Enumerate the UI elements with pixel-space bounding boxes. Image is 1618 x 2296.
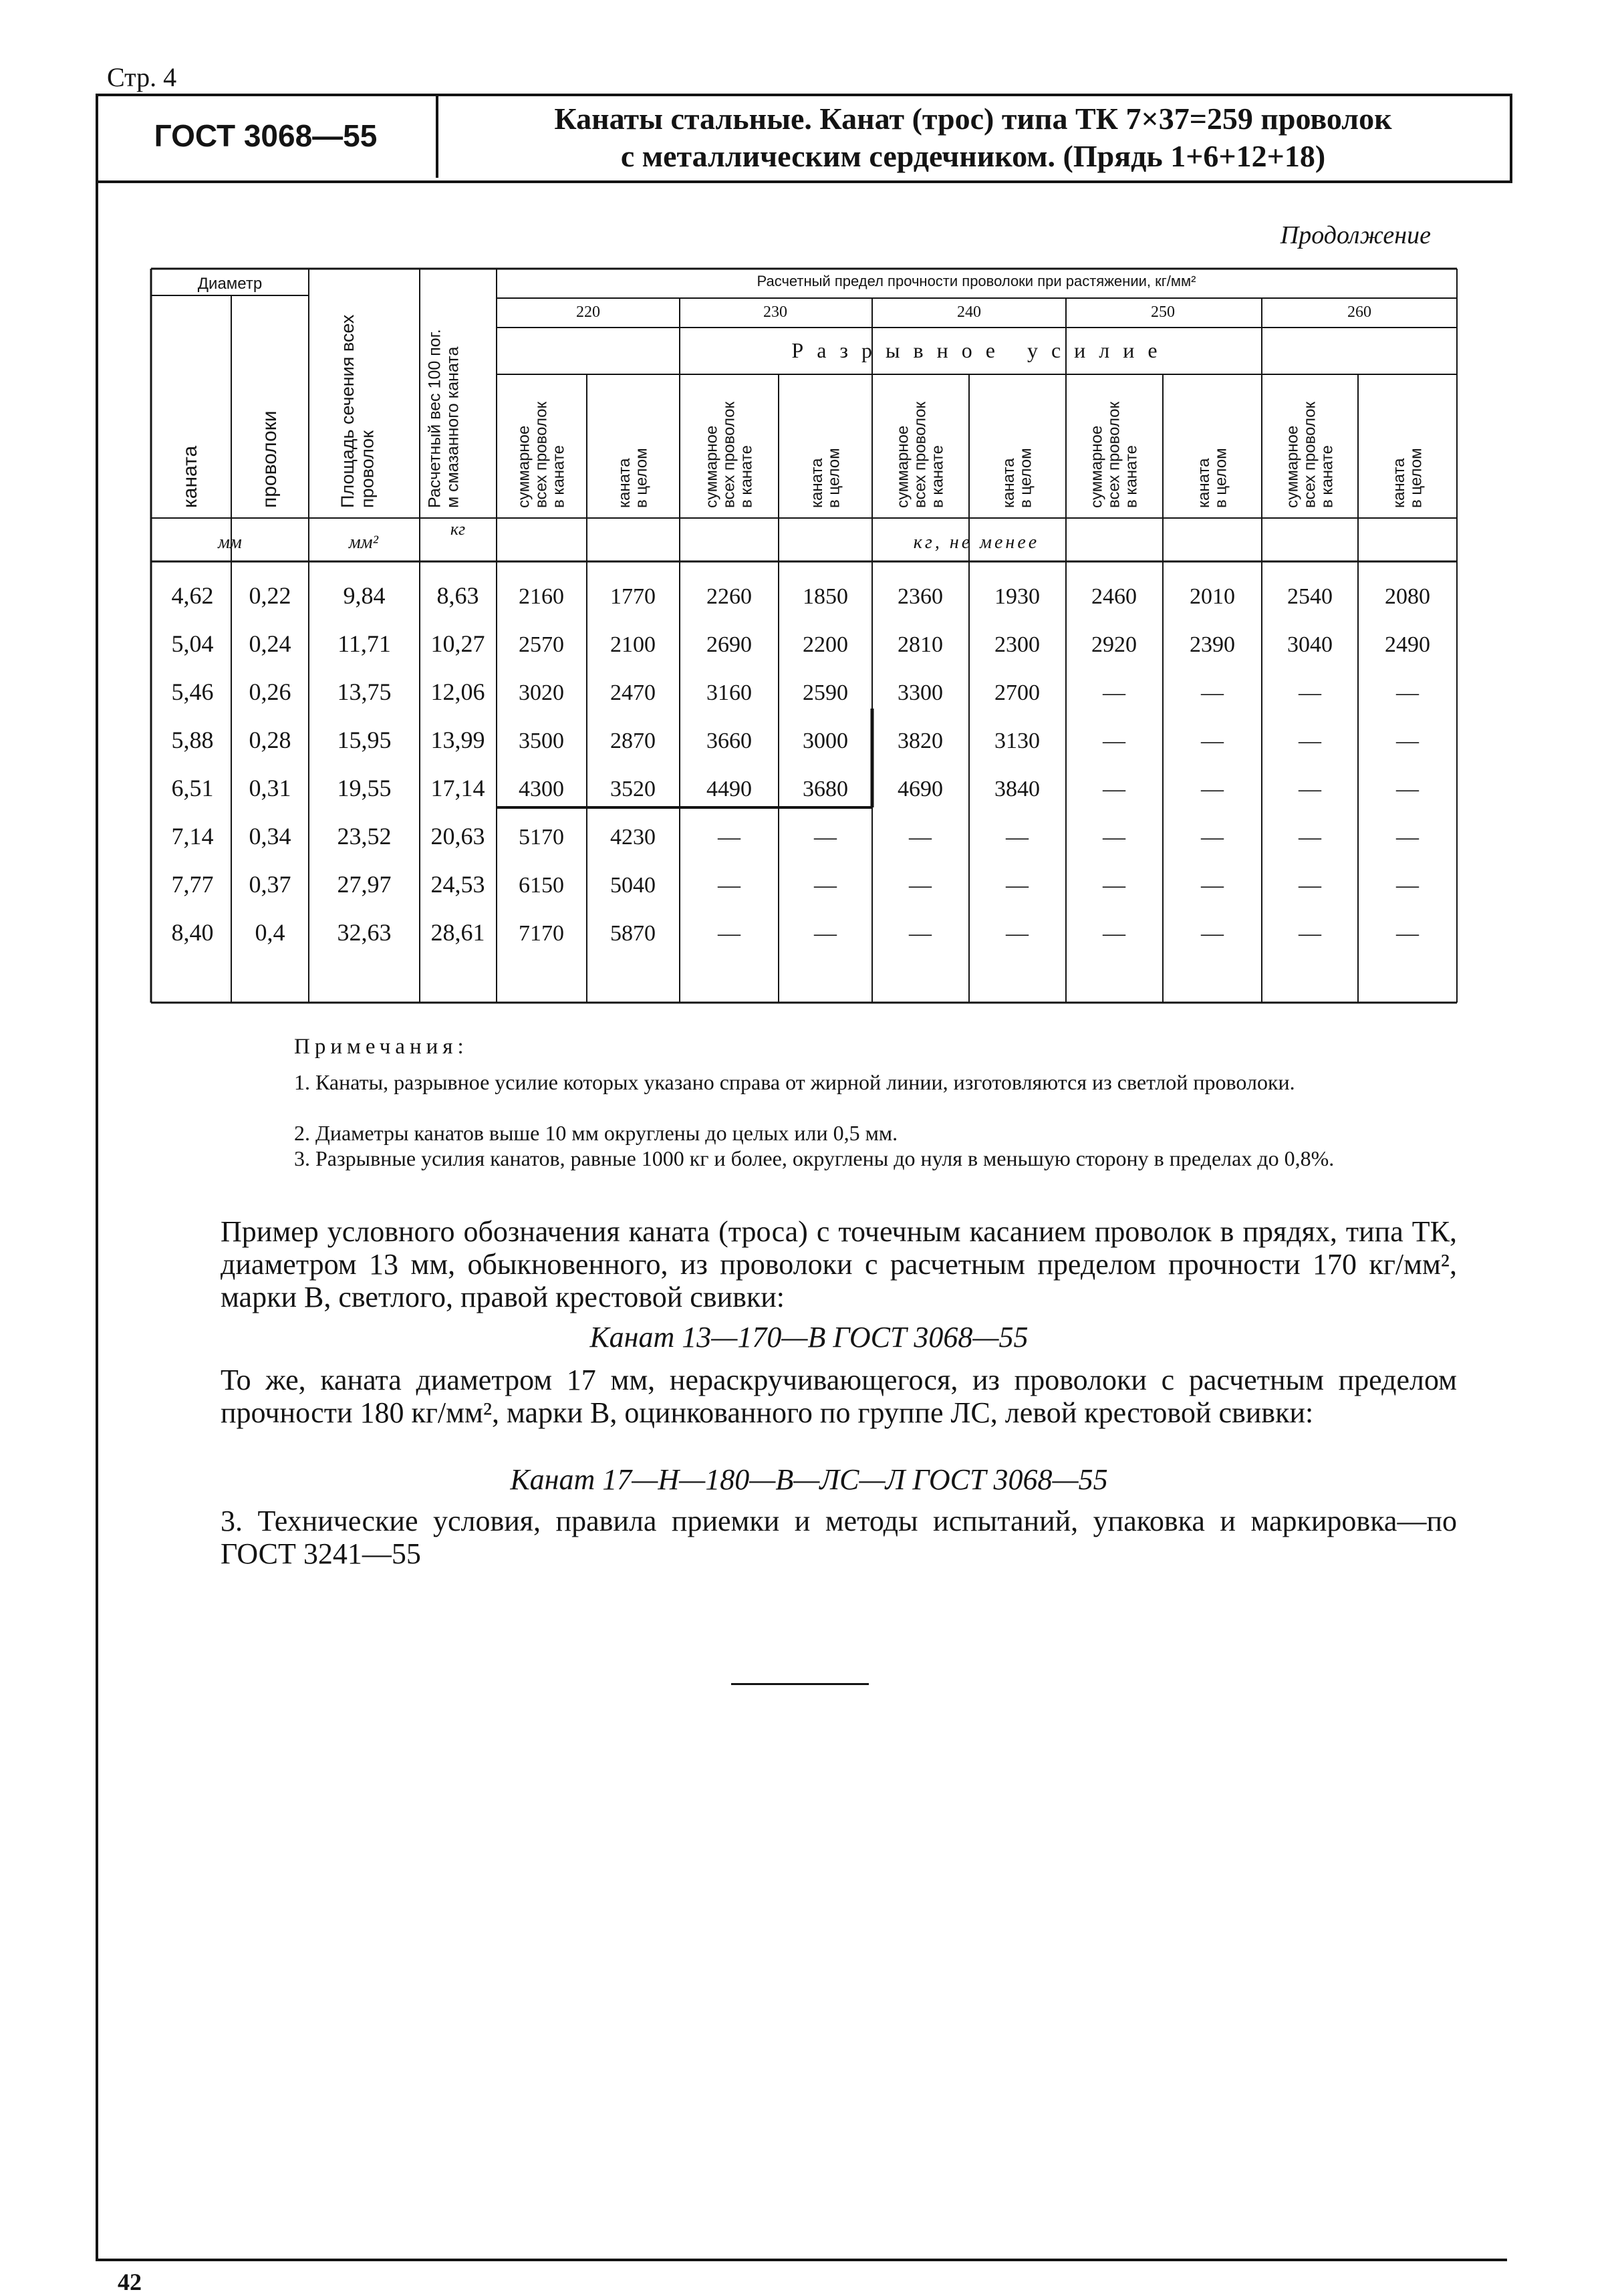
- cell-f230-whole-row-3: 2590: [803, 680, 848, 705]
- clause-3-text: 3. Технические условия, правила приемки и методы испытаний, упаковка и маркировка—по ГОСТ 3241—55: [221, 1505, 1457, 1570]
- cell-f240-whole-row-1: 1930: [994, 584, 1040, 609]
- cell-f240-total-row-1: 2360: [898, 584, 943, 609]
- cell-f240-whole-row-4: 3130: [994, 729, 1040, 753]
- sub-header-whole-1: канатав целом: [807, 448, 843, 508]
- cell-f240-total-row-3: 3300: [898, 680, 943, 705]
- cell-f220-whole-row-8: 5870: [610, 921, 656, 946]
- note-1-text: 1. Канаты, разрывное усилие которых указано справа от жирной линии, изготовляются из светлой проволоки.: [294, 1070, 1295, 1094]
- note-2-text: 2. Диаметры канатов выше 10 мм округлены до целых или 0,5 мм.: [294, 1121, 898, 1145]
- unit-mm: мм: [218, 532, 242, 553]
- end-rule: [731, 1683, 869, 1685]
- cell-wire-diameter-row-5: 0,31: [249, 775, 291, 801]
- sub-header-total-1: суммарноевсех проволокв канате: [702, 401, 756, 508]
- cell-wire-diameter-row-7: 0,37: [249, 871, 291, 898]
- example-2-designation: Канат 17—Н—180—В—ЛС—Л ГОСТ 3068—55: [510, 1463, 1108, 1496]
- cell-rope-diameter-row-7: 7,77: [171, 871, 214, 898]
- cell-f250-total-row-2: 2920: [1091, 632, 1137, 657]
- cell-f260-whole-row-7: —: [1396, 873, 1419, 898]
- cell-f220-whole-row-3: 2470: [610, 680, 656, 705]
- cell-area-row-6: 23,52: [337, 823, 392, 850]
- cell-f220-whole-row-2: 2100: [610, 632, 656, 657]
- cell-weight-row-5: 17,14: [430, 775, 485, 801]
- example-1-text: Пример условного обозначения каната (троса) с точечным касанием проволок в прядях, типа ТК, диаметром 13 мм, обыкновенного, из проволоки с расчетным пределом прочности 170 кг/мм², марки В, светлого, правой крестовой свивки:: [221, 1215, 1457, 1313]
- cell-f230-total-row-6: —: [718, 825, 740, 850]
- cell-f230-whole-row-1: 1850: [803, 584, 848, 609]
- sub-header-whole-4: канатав целом: [1389, 448, 1426, 508]
- cell-wire-diameter-row-8: 0,4: [255, 919, 285, 946]
- cell-f240-whole-row-6: —: [1006, 825, 1029, 850]
- example-2-text: То же, каната диаметром 17 мм, нераскручивающегося, из проволоки с расчетным пределом прочности 180 кг/мм², марки В, оцинкованного по группе ЛС, левой крестовой свивки:: [221, 1364, 1457, 1429]
- notes-heading: Примечания:: [294, 1035, 468, 1059]
- cell-f240-total-row-6: —: [909, 825, 932, 850]
- cell-f250-total-row-5: —: [1103, 777, 1125, 801]
- cell-f250-whole-row-1: 2010: [1190, 584, 1235, 609]
- cell-rope-diameter-row-4: 5,88: [171, 727, 214, 753]
- cell-area-row-4: 15,95: [337, 727, 392, 753]
- cell-f230-whole-row-2: 2200: [803, 632, 848, 657]
- cell-area-row-2: 11,71: [338, 630, 391, 657]
- cell-f230-total-row-1: 2260: [706, 584, 752, 609]
- cell-f230-whole-row-8: —: [814, 921, 837, 946]
- cell-f220-whole-row-7: 5040: [610, 873, 656, 898]
- cell-f230-whole-row-4: 3000: [803, 729, 848, 753]
- cell-area-row-1: 9,84: [343, 582, 386, 609]
- note-3: [221, 1146, 1457, 1171]
- grade-250: 250: [1151, 303, 1175, 321]
- cell-f250-whole-row-5: —: [1201, 777, 1224, 801]
- cell-f250-whole-row-7: —: [1201, 873, 1224, 898]
- title-line-2: с металлическим сердечником. (Прядь 1+6+12+18): [620, 139, 1326, 173]
- example-2: [221, 1364, 1457, 1429]
- sub-header-total-3: суммарноевсех проволокв канате: [1087, 401, 1141, 508]
- grade-260: 260: [1347, 303, 1371, 321]
- grade-240: 240: [957, 303, 981, 321]
- cell-f230-total-row-5: 4490: [706, 777, 752, 801]
- example-1-designation: Канат 13—170—В ГОСТ 3068—55: [589, 1321, 1029, 1354]
- cell-f230-total-row-3: 3160: [706, 680, 752, 705]
- cell-f240-whole-row-2: 2300: [994, 632, 1040, 657]
- cell-area-row-7: 27,97: [337, 871, 392, 898]
- cell-f260-whole-row-1: 2080: [1385, 584, 1430, 609]
- col-wire-header: проволоки: [259, 410, 281, 508]
- cell-f250-whole-row-4: —: [1201, 729, 1224, 753]
- col-weight-header: Расчетный вес 100 пог.м смазанного каната: [425, 329, 462, 508]
- cell-f220-total-row-7: 6150: [519, 873, 564, 898]
- grade-220: 220: [576, 303, 600, 321]
- cell-rope-diameter-row-1: 4,62: [171, 582, 214, 609]
- cell-f250-total-row-6: —: [1103, 825, 1125, 850]
- cell-wire-diameter-row-2: 0,24: [249, 630, 291, 657]
- cell-f240-whole-row-5: 3840: [994, 777, 1040, 801]
- cell-f220-total-row-4: 3500: [519, 729, 564, 753]
- cell-f220-total-row-2: 2570: [519, 632, 564, 657]
- cell-f260-whole-row-2: 2490: [1385, 632, 1430, 657]
- cell-f240-total-row-2: 2810: [898, 632, 943, 657]
- col-rope-header: каната: [179, 445, 201, 508]
- cell-f250-whole-row-6: —: [1201, 825, 1224, 850]
- cell-f260-total-row-5: —: [1299, 777, 1321, 801]
- grade-230: 230: [763, 303, 787, 321]
- cell-weight-row-8: 28,61: [430, 919, 485, 946]
- cell-f240-total-row-8: —: [909, 921, 932, 946]
- cell-f250-total-row-4: —: [1103, 729, 1125, 753]
- cell-f250-whole-row-8: —: [1201, 921, 1224, 946]
- cell-f260-total-row-4: —: [1299, 729, 1321, 753]
- sub-header-total-0: суммарноевсех проволокв канате: [515, 401, 568, 508]
- cell-rope-diameter-row-2: 5,04: [171, 630, 214, 657]
- cell-f220-whole-row-6: 4230: [610, 825, 656, 850]
- sub-header-total-2: суммарноевсех проволокв канате: [894, 401, 947, 508]
- cell-f220-total-row-5: 4300: [519, 777, 564, 801]
- example-1: [221, 1215, 1457, 1313]
- cell-area-row-5: 19,55: [337, 775, 392, 801]
- cell-weight-row-6: 20,63: [430, 823, 485, 850]
- note-3-text: 3. Разрывные усилия канатов, равные 1000 кг и более, округлены до нуля в меньшую сторону в пределах до 0,8%.: [294, 1146, 1335, 1170]
- cell-f260-total-row-7: —: [1299, 873, 1321, 898]
- cell-f250-whole-row-2: 2390: [1190, 632, 1235, 657]
- title-line-1: Канаты стальные. Канат (трос) типа ТК 7×37=259 проволок: [554, 102, 1392, 136]
- cell-f230-whole-row-5: 3680: [803, 777, 848, 801]
- cell-f230-whole-row-7: —: [814, 873, 837, 898]
- cell-weight-row-2: 10,27: [430, 630, 485, 657]
- cell-f250-total-row-8: —: [1103, 921, 1125, 946]
- cell-f250-total-row-3: —: [1103, 680, 1125, 705]
- sub-header-whole-3: канатав целом: [1194, 448, 1230, 508]
- breaking-force-header: Р а з р ы в н о е у с и л и е: [791, 338, 1162, 362]
- cell-f250-total-row-1: 2460: [1091, 584, 1137, 609]
- cell-f260-total-row-8: —: [1299, 921, 1321, 946]
- cell-f240-whole-row-7: —: [1006, 873, 1029, 898]
- unit-force: кг, не менее: [913, 532, 1040, 553]
- cell-f260-total-row-2: 3040: [1287, 632, 1333, 657]
- cell-wire-diameter-row-4: 0,28: [249, 727, 291, 753]
- cell-rope-diameter-row-3: 5,46: [171, 678, 214, 705]
- page-label: Стр. 4: [107, 62, 177, 92]
- cell-f260-whole-row-8: —: [1396, 921, 1419, 946]
- sub-header-whole-0: канатав целом: [615, 448, 651, 508]
- standard-code: ГОСТ 3068—55: [154, 118, 378, 153]
- sub-header-whole-2: канатав целом: [999, 448, 1035, 508]
- strength-group-header: Расчетный предел прочности проволоки при растяжении, кг/мм²: [757, 273, 1196, 289]
- cell-f260-whole-row-6: —: [1396, 825, 1419, 850]
- cell-rope-diameter-row-8: 8,40: [171, 919, 214, 946]
- cell-f240-whole-row-8: —: [1006, 921, 1029, 946]
- cell-weight-row-7: 24,53: [430, 871, 485, 898]
- cell-f220-total-row-3: 3020: [519, 680, 564, 705]
- cell-f260-total-row-3: —: [1299, 680, 1321, 705]
- cell-f220-total-row-8: 7170: [519, 921, 564, 946]
- cell-wire-diameter-row-3: 0,26: [249, 678, 291, 705]
- cell-f220-whole-row-4: 2870: [610, 729, 656, 753]
- cell-rope-diameter-row-6: 7,14: [171, 823, 214, 850]
- cell-f240-total-row-7: —: [909, 873, 932, 898]
- cell-f230-total-row-2: 2690: [706, 632, 752, 657]
- cell-f220-whole-row-5: 3520: [610, 777, 656, 801]
- cell-f220-whole-row-1: 1770: [610, 584, 656, 609]
- cell-f230-total-row-8: —: [718, 921, 740, 946]
- cell-area-row-3: 13,75: [337, 678, 392, 705]
- cell-f230-total-row-4: 3660: [706, 729, 752, 753]
- cell-weight-row-1: 8,63: [436, 582, 479, 609]
- cell-f260-whole-row-3: —: [1396, 680, 1419, 705]
- unit-kg: кг: [450, 519, 466, 539]
- cell-f250-whole-row-3: —: [1201, 680, 1224, 705]
- col-area-header: Площадь сечения всехпроволок: [338, 314, 378, 508]
- cell-f230-whole-row-6: —: [814, 825, 837, 850]
- cell-f220-total-row-1: 2160: [519, 584, 564, 609]
- sub-header-total-4: суммарноевсех проволокв канате: [1283, 401, 1337, 508]
- cell-wire-diameter-row-1: 0,22: [249, 582, 291, 609]
- cell-f250-total-row-7: —: [1103, 873, 1125, 898]
- clause-3: [221, 1505, 1457, 1570]
- cell-f260-whole-row-4: —: [1396, 729, 1419, 753]
- cell-wire-diameter-row-6: 0,34: [249, 823, 291, 850]
- note-2: [221, 1120, 1457, 1146]
- cell-area-row-8: 32,63: [337, 919, 392, 946]
- cell-f240-total-row-5: 4690: [898, 777, 943, 801]
- page-number: 42: [118, 2269, 142, 2295]
- unit-mm2: мм²: [348, 532, 379, 553]
- cell-weight-row-4: 13,99: [430, 727, 485, 753]
- cell-f240-whole-row-3: 2700: [994, 680, 1040, 705]
- cell-f260-total-row-1: 2540: [1287, 584, 1333, 609]
- continuation-label: Продолжение: [1280, 221, 1431, 249]
- cell-rope-diameter-row-5: 6,51: [171, 775, 214, 801]
- cell-weight-row-3: 12,06: [430, 678, 485, 705]
- cell-f260-total-row-6: —: [1299, 825, 1321, 850]
- cell-f240-total-row-4: 3820: [898, 729, 943, 753]
- cell-f230-total-row-7: —: [718, 873, 740, 898]
- diameter-group-header: Диаметр: [197, 275, 263, 293]
- cell-f220-total-row-6: 5170: [519, 825, 564, 850]
- note-1: [221, 1069, 1457, 1095]
- cell-f260-whole-row-5: —: [1396, 777, 1419, 801]
